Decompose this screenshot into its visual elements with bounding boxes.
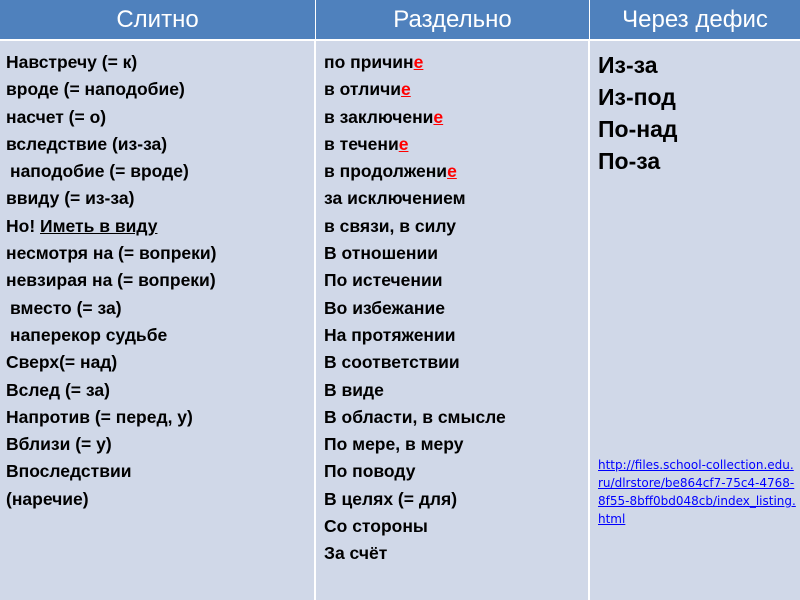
header-separate: Раздельно — [316, 0, 590, 41]
item-base: По мере, в меру — [324, 434, 464, 455]
note-prefix: Но! — [6, 215, 41, 236]
solid-item — [6, 213, 314, 240]
column-solid — [0, 41, 316, 600]
highlighted-ending: е — [401, 79, 411, 100]
separate-item — [324, 240, 588, 267]
item-base: Со стороны — [324, 516, 428, 537]
header-hyphen: Через дефис — [590, 0, 800, 41]
hyphen-item: По-за — [598, 148, 661, 174]
solid-item: насчет (= о) — [6, 106, 107, 127]
solid-item: вследствие (из-за) — [6, 133, 168, 154]
item-base: По поводу — [324, 461, 416, 482]
item-base: в связи, в силу — [324, 215, 457, 236]
solid-item: несмотря на (= вопреки) — [6, 243, 217, 264]
separate-item — [324, 185, 588, 212]
highlighted-ending: е — [433, 106, 444, 127]
solid-item: Навстречу (= к) — [6, 52, 138, 72]
item-base: На протяжении — [324, 324, 456, 345]
separate-item — [324, 295, 588, 322]
separate-item — [324, 349, 588, 376]
separate-item — [324, 104, 588, 131]
item-base: В отношении — [324, 243, 438, 264]
item-base: В виде — [324, 379, 384, 400]
separate-item — [324, 131, 588, 158]
solid-item: Сверх(= над) — [6, 352, 118, 373]
item-base: в продолжени — [324, 161, 448, 182]
header-solid: Слитно — [0, 0, 316, 41]
source-link[interactable]: http://files.school-collection.edu.ru/dlrstore/be864cf7-75c4-4768-8f55-8bff0bd048cb/index_listing.html — [598, 458, 796, 526]
hyphen-words — [598, 49, 800, 177]
solid-item: вроде (= наподобие) — [6, 79, 185, 100]
highlighted-ending: е — [398, 133, 409, 154]
solid-item: наподобие (= вроде) — [10, 161, 189, 182]
hyphen-item: Из-под — [598, 84, 676, 110]
solid-item: Вслед (= за) — [6, 379, 110, 400]
separate-item — [324, 267, 588, 294]
item-base: В целях (= для) — [324, 488, 458, 509]
item-base: в течени — [324, 133, 399, 154]
solid-item: Вблизи (= у) — [6, 434, 112, 455]
item-base: в отличи — [324, 79, 402, 100]
note-underlined: Иметь в виду — [40, 215, 158, 236]
solid-item: Напротив (= перед, у) — [6, 406, 193, 427]
item-base: За счёт — [324, 543, 388, 564]
item-base: за исключением — [324, 188, 466, 209]
item-base: в заключени — [324, 106, 434, 127]
separate-item — [324, 513, 588, 540]
separate-item — [324, 158, 588, 185]
solid-item: невзирая на (= вопреки) — [6, 270, 216, 291]
separate-item — [324, 404, 588, 431]
column-hyphen — [590, 41, 800, 600]
separate-item — [324, 540, 588, 567]
hyphen-item: Из-за — [598, 52, 658, 78]
highlighted-ending: е — [447, 161, 457, 182]
item-base: По истечении — [324, 270, 443, 291]
solid-item: вместо (= за) — [10, 297, 122, 318]
separate-item — [324, 486, 588, 513]
item-base: Во избежание — [324, 297, 445, 318]
solid-item: Впоследствии — [6, 461, 132, 482]
column-separate — [316, 41, 590, 600]
separate-item — [324, 213, 588, 240]
item-base: по причин — [324, 52, 414, 72]
solid-item: ввиду (= из-за) — [6, 188, 135, 209]
separate-item — [324, 76, 588, 103]
separate-item — [324, 49, 588, 76]
solid-item: (наречие) — [6, 488, 89, 509]
item-base: В области, в смысле — [324, 406, 506, 427]
separate-item — [324, 431, 588, 458]
highlighted-ending: е — [413, 52, 424, 72]
separate-item — [324, 322, 588, 349]
hyphen-item: По-над — [598, 116, 678, 142]
solid-item: наперекор судьбе — [10, 324, 168, 345]
separate-item — [324, 377, 588, 404]
item-base: В соответствии — [324, 352, 460, 373]
separate-item — [324, 458, 588, 485]
